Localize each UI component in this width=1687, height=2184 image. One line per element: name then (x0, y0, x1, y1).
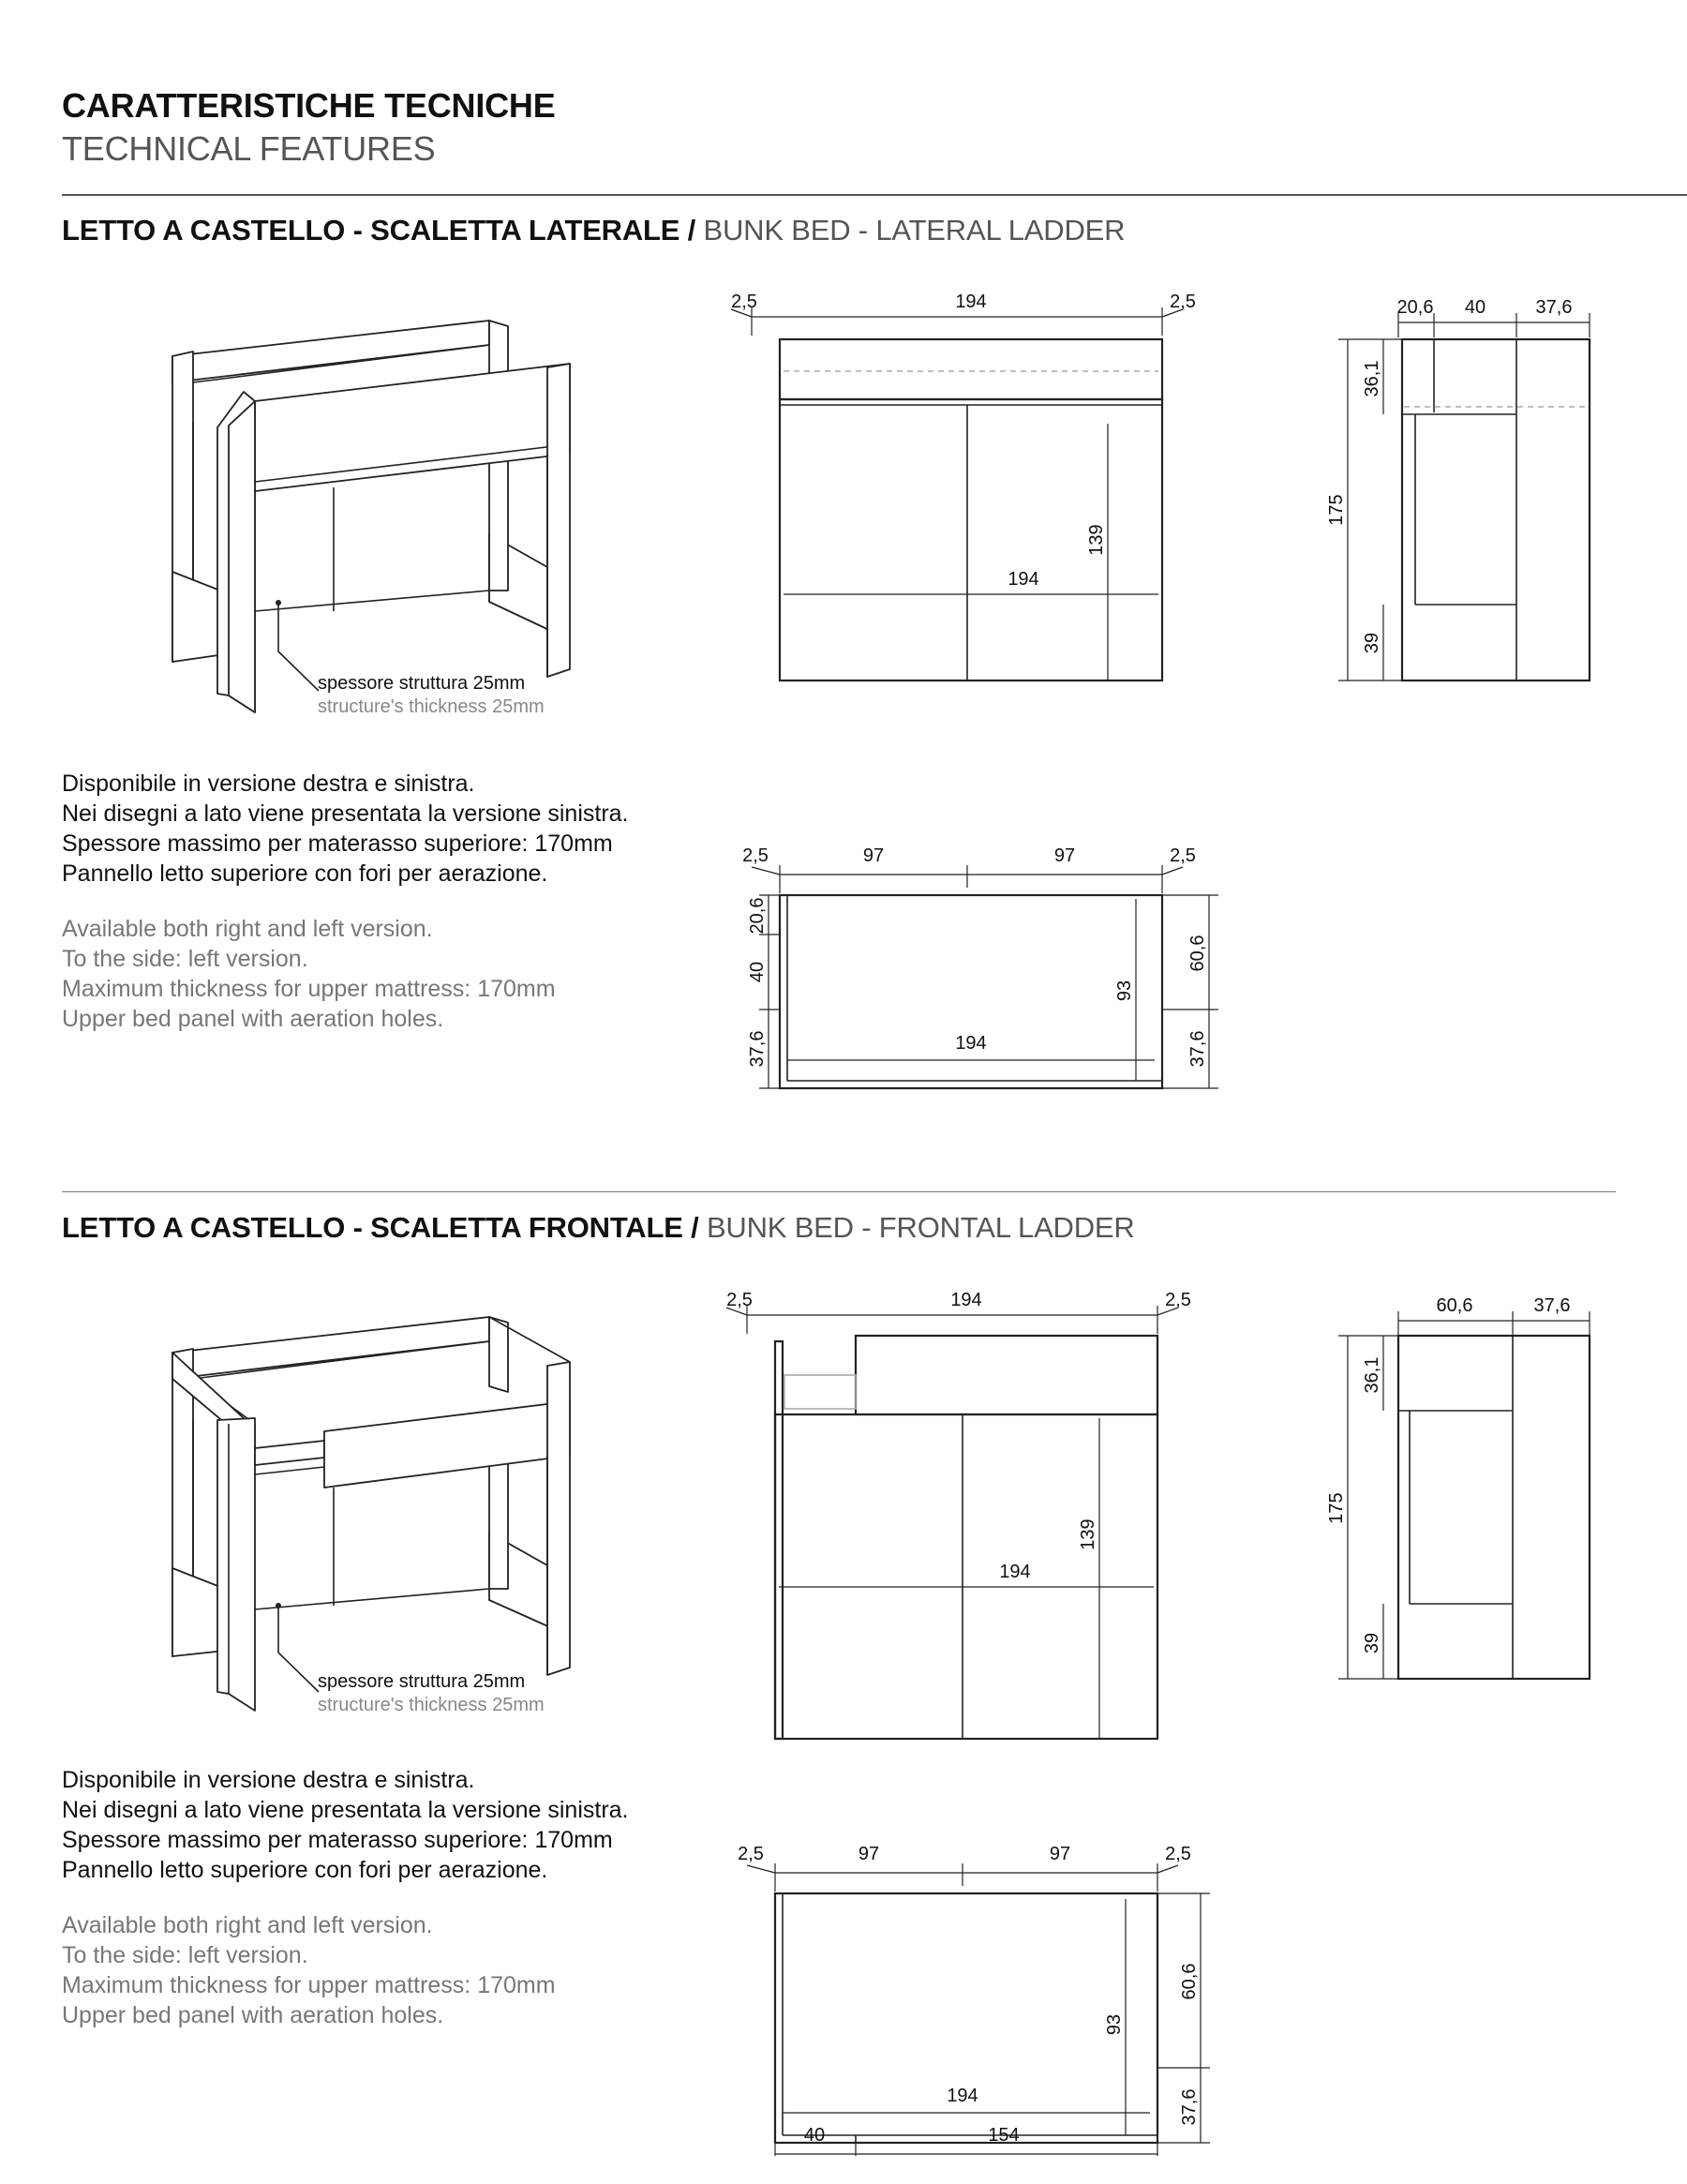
desc-line: Disponibile in versione destra e sinistra. (62, 1767, 475, 1793)
thickness-label-en: structure's thickness 25mm (318, 696, 545, 717)
desc-line: To the side: left version. (62, 1942, 308, 1968)
section-title-en: BUNK BED - FRONTAL LADDER (706, 1211, 1135, 1244)
dim-r1: 60,6 (1187, 935, 1208, 972)
dim-right: 2,5 (1170, 845, 1196, 866)
dim-half2: 97 (1049, 1844, 1071, 1864)
dim-total: 175 (1326, 1492, 1347, 1524)
page-title: CARATTERISTICHE TECNICHE (62, 86, 556, 125)
bed-frame-iso (172, 321, 570, 712)
dim-width: 194 (950, 1290, 982, 1310)
description-it (62, 1765, 629, 1885)
dim-inner-width: 194 (999, 1562, 1031, 1582)
plan-view-frontal (726, 1837, 1214, 2156)
dim-l3: 37,6 (747, 1030, 768, 1068)
description-en (62, 914, 556, 1034)
front-elevation-lateral (731, 281, 1200, 703)
dim-b1: 40 (803, 2125, 826, 2146)
dim-d2: 40 (1464, 297, 1486, 318)
header-divider (62, 194, 1687, 196)
desc-line: Nei disegni a lato viene presentata la versione sinistra. (62, 800, 629, 827)
dim-left: 2,5 (731, 292, 757, 312)
desc-line: Upper bed panel with aeration holes. (62, 1006, 444, 1032)
desc-line: Spessore massimo per materasso superiore: 170mm (62, 830, 613, 857)
dim-r2: 37,6 (1187, 1030, 1208, 1068)
dim-left: 2,5 (726, 1290, 753, 1310)
dim-bottom: 39 (1362, 1632, 1382, 1654)
page-subtitle: TECHNICAL FEATURES (62, 129, 436, 168)
desc-line: Maximum thickness for upper mattress: 170mm (62, 1972, 556, 1998)
dim-l2: 40 (747, 961, 768, 983)
desc-line: Available both right and left version. (62, 1912, 433, 1938)
dim-top: 36,1 (1362, 1356, 1382, 1394)
desc-line: Pannello letto superiore con fori per aerazione. (62, 860, 548, 887)
section-title-en: BUNK BED - LATERAL LADDER (703, 214, 1126, 247)
dim-b2: 154 (988, 2125, 1020, 2146)
desc-line: Disponibile in versione destra e sinistra. (62, 770, 475, 797)
desc-line: Upper bed panel with aeration holes. (62, 2002, 444, 2028)
dim-r1: 60,6 (1179, 1963, 1200, 2000)
section-title-frontal (62, 1211, 1135, 1245)
dim-width: 194 (955, 292, 987, 312)
dim-d1: 20,6 (1396, 297, 1434, 318)
description-en (62, 1910, 556, 2030)
side-elevation-frontal (1312, 1279, 1612, 1701)
dim-inner-width: 194 (1008, 569, 1039, 590)
dim-total: 175 (1326, 494, 1347, 526)
dim-left: 2,5 (742, 845, 769, 866)
dim-half2: 97 (1053, 845, 1076, 866)
dim-bottom: 39 (1362, 632, 1382, 654)
dim-right: 2,5 (1165, 1844, 1191, 1864)
dim-height: 139 (1086, 524, 1107, 556)
dim-half1: 97 (862, 845, 885, 866)
dim-l1: 20,6 (747, 897, 768, 935)
description-it (62, 769, 629, 889)
dim-top: 36,1 (1362, 360, 1382, 397)
dim-r2: 37,6 (1179, 2088, 1200, 2126)
desc-line: Spessore massimo per materasso superiore: 170mm (62, 1827, 613, 1853)
desc-line: Available both right and left version. (62, 916, 433, 942)
thickness-leader (276, 1603, 319, 1692)
dim-d1: 60,6 (1436, 1295, 1473, 1316)
dim-height: 139 (1078, 1518, 1098, 1550)
front-elevation-frontal (726, 1279, 1195, 1701)
thickness-label-it: spessore struttura 25mm (318, 1671, 526, 1692)
thickness-leader (276, 600, 319, 691)
desc-line: Maximum thickness for upper mattress: 170mm (62, 976, 556, 1002)
dim-d2: 37,6 (1533, 1295, 1571, 1316)
section-title-it: LETTO A CASTELLO - SCALETTA LATERALE / (62, 214, 696, 247)
thickness-label-en: structure's thickness 25mm (318, 1695, 545, 1715)
bed-frame-iso (172, 1317, 570, 1711)
section-title-it: LETTO A CASTELLO - SCALETTA FRONTALE / (62, 1211, 699, 1244)
section-title-lateral (62, 214, 1125, 247)
dim-left: 2,5 (738, 1844, 764, 1864)
desc-line: Pannello letto superiore con fori per aerazione. (62, 1857, 548, 1883)
desc-line: Nei disegni a lato viene presentata la versione sinistra. (62, 1797, 629, 1823)
dim-length: 194 (947, 2086, 978, 2106)
dim-depth: 93 (1104, 2013, 1125, 2036)
dim-half1: 97 (858, 1844, 880, 1864)
dim-length: 194 (955, 1033, 987, 1054)
dim-d3: 37,6 (1535, 297, 1573, 318)
desc-line: To the side: left version. (62, 946, 308, 972)
dim-depth: 93 (1114, 980, 1135, 1002)
dim-right: 2,5 (1165, 1290, 1191, 1310)
dim-right: 2,5 (1170, 292, 1196, 312)
side-elevation-lateral (1312, 281, 1612, 703)
section-divider (62, 1191, 1616, 1192)
thickness-label-it: spessore struttura 25mm (318, 673, 526, 694)
plan-view-lateral (731, 839, 1218, 1111)
